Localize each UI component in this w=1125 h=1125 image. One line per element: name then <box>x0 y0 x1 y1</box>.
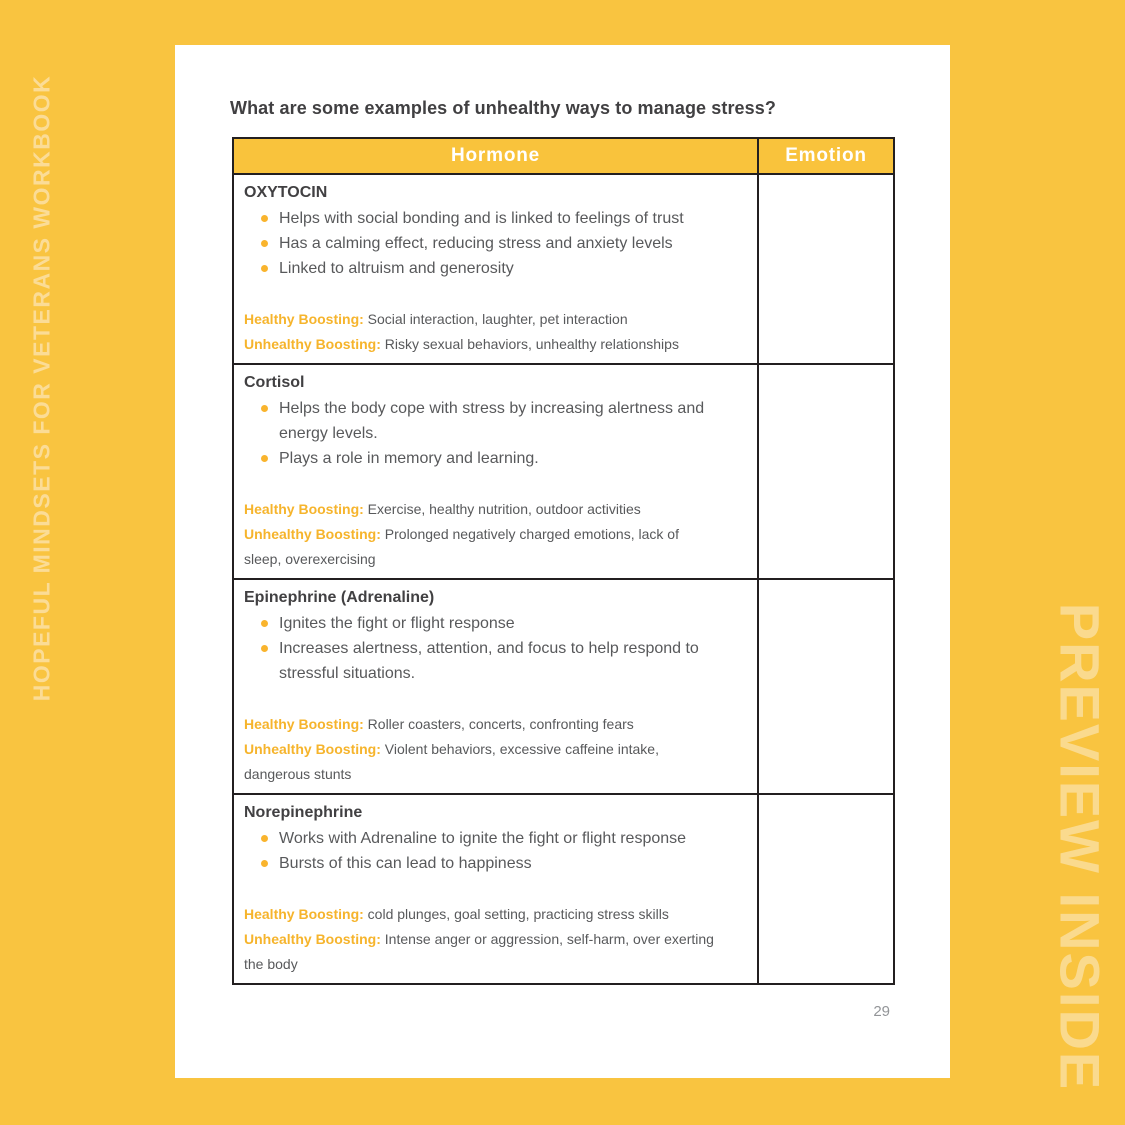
healthy-boosting-label: Healthy Boosting: <box>244 311 364 327</box>
hormone-name: Epinephrine (Adrenaline) <box>244 589 435 606</box>
healthy-boosting-label: Healthy Boosting: <box>244 716 364 732</box>
header-row <box>233 138 894 174</box>
bullet-item: Increases alertness, attention, and focus to help respond to stressful situations. <box>279 636 727 686</box>
page-number: 29 <box>873 1003 890 1020</box>
hormone-column-header: Hormone <box>233 138 758 174</box>
emotion-answer-cell <box>758 794 894 984</box>
page-question: What are some examples of unhealthy ways to manage stress? <box>230 98 776 118</box>
bullet-item: Has a calming effect, reducing stress and anxiety levels <box>279 231 727 256</box>
bullet-item: Ignites the fight or flight response <box>279 611 727 636</box>
healthy-boosting-line: Healthy Boosting: Roller coasters, concerts, confronting fears <box>244 716 634 732</box>
boosting-block <box>244 902 745 977</box>
workbook-page <box>175 45 950 1078</box>
emotion-column-header: Emotion <box>758 138 894 174</box>
bullet-item: Bursts of this can lead to happiness <box>279 851 727 876</box>
unhealthy-boosting-line: Unhealthy Boosting: Prolonged negatively charged emotions, lack of sleep, overexercising <box>244 526 679 567</box>
healthy-boosting-line: Healthy Boosting: cold plunges, goal setting, practicing stress skills <box>244 906 669 922</box>
table-row <box>233 794 894 984</box>
bullet-item: Plays a role in memory and learning. <box>279 446 727 471</box>
emotion-answer-cell <box>758 364 894 579</box>
table-row <box>233 364 894 579</box>
hormone-cell <box>233 174 758 364</box>
healthy-boosting-line: Healthy Boosting: Social interaction, laughter, pet interaction <box>244 311 628 327</box>
bullet-item: Helps with social bonding and is linked to feelings of trust <box>279 206 727 231</box>
hormone-name: Norepinephrine <box>244 804 363 821</box>
unhealthy-boosting-label: Unhealthy Boosting: <box>244 526 381 542</box>
unhealthy-boosting-label: Unhealthy Boosting: <box>244 741 381 757</box>
hormone-name: Cortisol <box>244 374 305 391</box>
workbook-title-vertical: HOPEFUL MINDSETS FOR VETERANS WORKBOOK <box>28 74 55 702</box>
hormone-name: OXYTOCIN <box>244 184 328 201</box>
bullet-item: Helps the body cope with stress by increasing alertness and energy levels. <box>279 396 727 446</box>
unhealthy-boosting-line: Unhealthy Boosting: Violent behaviors, excessive caffeine intake, dangerous stunts <box>244 741 659 782</box>
table-row <box>233 579 894 794</box>
unhealthy-boosting-line: Unhealthy Boosting: Intense anger or aggression, self-harm, over exerting the body <box>244 931 714 972</box>
hormone-emotion-table <box>232 137 895 985</box>
healthy-boosting-label: Healthy Boosting: <box>244 906 364 922</box>
healthy-boosting-label: Healthy Boosting: <box>244 501 364 517</box>
hormone-bullet-list <box>244 206 745 281</box>
hormone-bullet-list <box>244 826 745 876</box>
hormone-cell <box>233 579 758 794</box>
hormone-bullet-list <box>244 611 745 686</box>
hormone-cell <box>233 364 758 579</box>
bullet-item: Works with Adrenaline to ignite the fight or flight response <box>279 826 727 851</box>
emotion-answer-cell <box>758 174 894 364</box>
preview-inside-vertical: PREVIEW INSIDE <box>1048 602 1112 1092</box>
boosting-block <box>244 497 745 572</box>
healthy-boosting-line: Healthy Boosting: Exercise, healthy nutrition, outdoor activities <box>244 501 641 517</box>
bullet-item: Linked to altruism and generosity <box>279 256 727 281</box>
boosting-block <box>244 712 745 787</box>
emotion-answer-cell <box>758 579 894 794</box>
unhealthy-boosting-line: Unhealthy Boosting: Risky sexual behaviors, unhealthy relationships <box>244 336 679 352</box>
unhealthy-boosting-label: Unhealthy Boosting: <box>244 336 381 352</box>
hormone-cell <box>233 794 758 984</box>
unhealthy-boosting-label: Unhealthy Boosting: <box>244 931 381 947</box>
hormone-bullet-list <box>244 396 745 471</box>
table-header <box>233 138 894 174</box>
boosting-block <box>244 307 745 357</box>
table-row <box>233 174 894 364</box>
